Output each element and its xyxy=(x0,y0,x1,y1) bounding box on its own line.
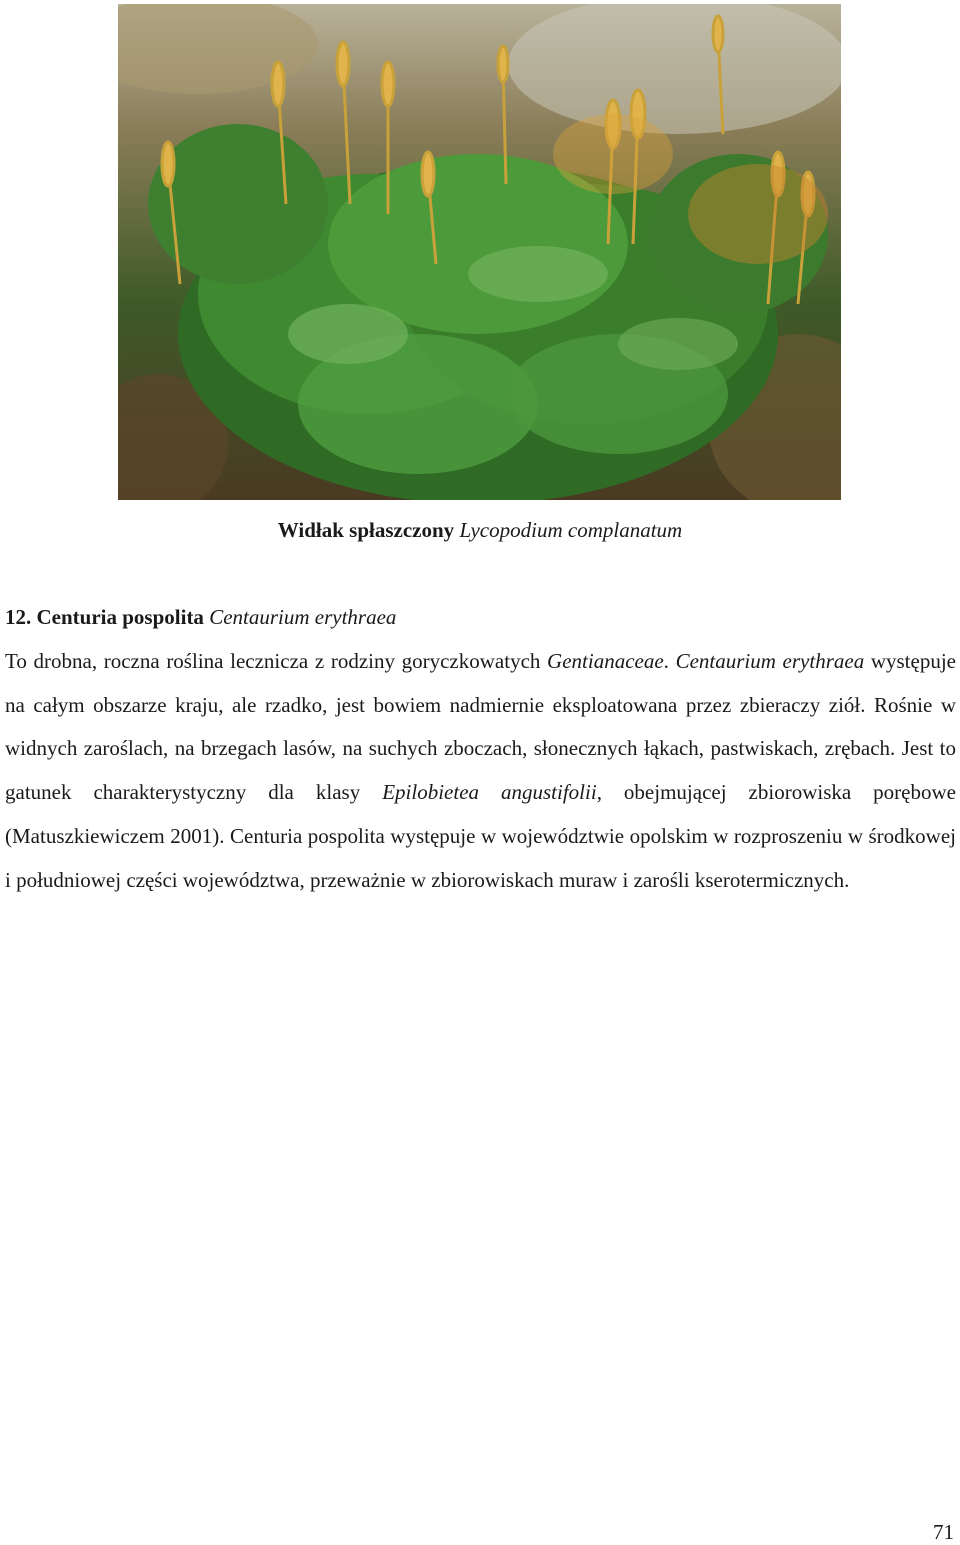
para-text-3: występuje na całym obszarze kraju, ale rzadko, jest bowiem nadmiernie eksploatowana przez zbieraczy ziół. Rośnie w widnych zaroślach, na brzegach lasów, na suchych zboczach, słonecznych łąkach, pastwiskach, zrębach. Jest to gatunek charakterystyczny dla klasy xyxy=(5,649,956,805)
caption-latin-name: Lycopodium complanatum xyxy=(459,518,683,542)
para-latin-2: Centaurium erythraea xyxy=(675,649,865,673)
section-heading xyxy=(5,603,396,631)
para-text-1: To drobna, roczna roślina lecznicza z rodziny goryczkowatych xyxy=(5,649,548,673)
section-paragraph xyxy=(5,640,956,902)
para-latin-3: Epilobietea angustifolii xyxy=(382,780,597,805)
para-latin-1: Gentianaceae xyxy=(547,649,664,673)
heading-latin: Centaurium erythraea xyxy=(209,605,397,629)
plant-photo xyxy=(118,4,841,500)
page-number: 71 xyxy=(933,1520,954,1544)
caption-common-name: Widłak spłaszczony xyxy=(277,518,455,542)
figure-caption xyxy=(0,516,960,544)
para-text-2: . xyxy=(663,649,676,673)
heading-title: 12. Centuria pospolita xyxy=(5,605,204,629)
para-text-4: , obejmującej zbiorowiska porębowe (Matuszkiewiczem 2001). Centuria pospolita występuje w województwie opolskim w rozproszeniu w środkowej i południowej części województwa, przeważnie w zbiorowiskach muraw i zarośli kserotermicznych. xyxy=(5,780,956,892)
